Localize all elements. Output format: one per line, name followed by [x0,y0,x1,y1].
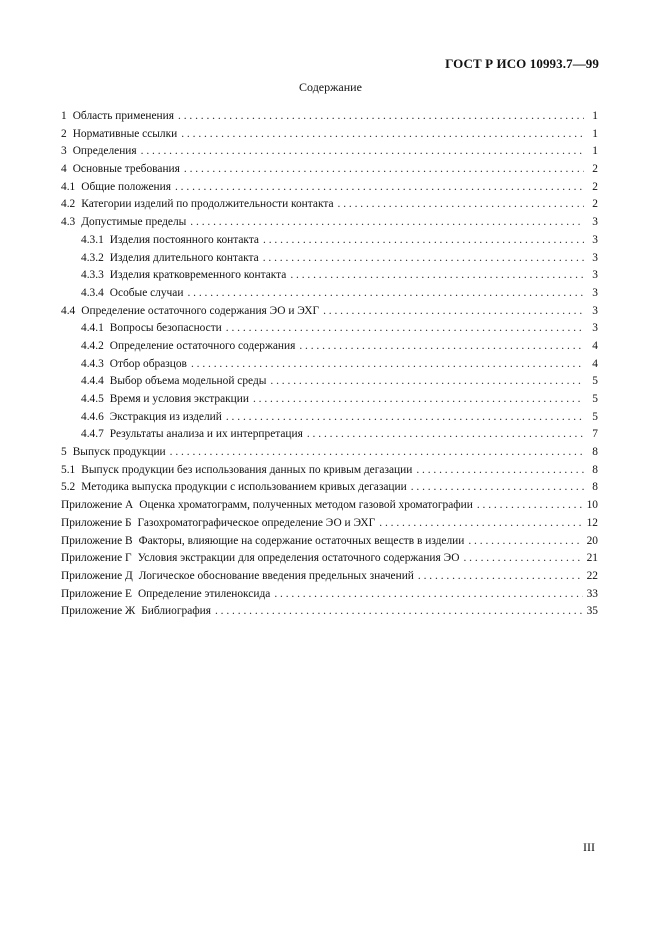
toc-entry-number: 4.4.3 [81,357,104,370]
toc-entry[interactable] [61,464,598,482]
toc-entry-number: Приложение Б [61,516,132,529]
toc-entry[interactable] [61,375,598,393]
toc-entry-page: 10 [586,499,598,512]
toc-entry-label: Выпуск продукции без использования данных по кривым дегазации [81,463,413,476]
toc-entry-number: 5.1 [61,463,76,476]
toc-dot-leader [191,358,584,370]
toc-entry-label: Отбор образцов [109,357,187,370]
toc-dot-leader [270,375,584,387]
toc-entry[interactable] [61,552,598,570]
page-number: III [583,840,595,854]
toc-entry-number: 4.3.3 [81,269,104,282]
toc-entry[interactable] [61,181,598,199]
toc-dot-leader [190,216,584,228]
toc-title: Содержание [299,80,362,94]
toc-dot-leader [418,570,583,582]
toc-entry-label: Категории изделий по продолжительности контакта [81,198,334,211]
toc-entry-page: 4 [592,357,598,370]
toc-entry-page: 7 [592,428,598,441]
toc-entry-page: 20 [586,534,598,547]
toc-entry-label: Факторы, влияющие на содержание остаточных веществ в изделии [138,534,465,547]
toc-entry-number: 4.1 [61,180,76,193]
toc-entry[interactable] [61,570,598,588]
toc-entry[interactable] [61,287,598,305]
toc-entry[interactable] [61,198,598,216]
toc-dot-leader [299,340,584,352]
toc-entry[interactable] [61,145,598,163]
toc-entry-number: 4.4.2 [81,339,104,352]
toc-entry[interactable] [61,358,598,376]
toc-entry-label: Время и условия экстракции [109,393,249,405]
toc-entry-label: Библиография [141,605,211,618]
toc-entry-page: 8 [592,481,598,494]
toc-entry[interactable] [61,605,598,623]
toc-entry-label: Определение остаточного содержания [109,339,296,352]
toc-entry-page: 1 [592,145,598,158]
toc-entry-page: 3 [592,322,598,335]
toc-entry-number: 4.3 [61,216,76,229]
toc-entry-page: 4 [592,339,598,352]
toc-entry-label: Газохроматографическое определение ЭО и ЭХГ [137,516,376,529]
toc-entry-number: 4.4.5 [81,393,104,405]
toc-entry-label: Общие положения [81,180,171,193]
toc-entry-number: Приложение Ж [61,605,136,618]
toc-dot-leader [226,322,584,334]
toc-entry-label: Результаты анализа и их интерпретация [109,428,303,441]
toc-dot-leader [416,464,584,476]
toc-entry-label: Изделия постоянного контакта [109,233,259,246]
toc-entry-label: Экстракция из изделий [109,410,222,423]
toc-entry-page: 12 [586,516,598,529]
toc-dot-leader [290,269,584,281]
toc-entry-page: 5 [592,375,598,388]
toc-entry-number: 4.4 [61,304,76,317]
toc-dot-leader [263,234,584,246]
toc-entry-page: 2 [592,180,598,193]
toc-dot-leader [263,252,584,264]
toc-entry-page: 3 [592,286,598,299]
toc-entry-label: Нормативные ссылки [72,127,178,140]
toc-entry-number: 4.3.2 [81,251,104,264]
toc-entry-label: Определение этиленоксида [137,587,271,600]
toc-entry-page: 8 [592,463,598,476]
toc-entry-number: 4.4.1 [81,322,104,335]
toc-entry-page: 35 [586,605,598,618]
toc-entry-page: 21 [586,552,598,565]
toc-entry[interactable] [61,163,598,181]
toc-entry[interactable] [61,481,598,499]
toc-entry-number: 2 [61,127,67,140]
toc-entry-label: Условия экстракции для определения остаточного содержания ЭО [137,552,460,565]
toc-entry-label: Основные требования [72,163,180,176]
toc-dot-leader [178,110,584,122]
toc-entry-page: 3 [592,269,598,282]
toc-entry-number: 1 [61,110,67,122]
toc-entry-number: 4.3.1 [81,233,104,246]
toc-entry-number: 5 [61,446,67,459]
toc-entry-label: Методика выпуска продукции с использованием кривых дегазации [81,481,407,494]
document-header: ГОСТ Р ИСО 10993.7—99 [445,56,599,71]
toc-entry[interactable] [61,110,598,128]
toc-entry[interactable] [61,517,598,535]
toc-dot-leader [253,393,584,405]
toc-entry-label: Особые случаи [109,286,184,299]
toc-dot-leader [463,552,582,564]
toc-entry-page: 3 [592,216,598,229]
toc-entry-number: Приложение В [61,534,133,547]
toc-dot-leader [477,499,583,511]
toc-entry-number: 4.4.6 [81,410,104,423]
toc-dot-leader [323,305,584,317]
toc-dot-leader [215,605,583,617]
toc-entry-label: Определения [72,145,137,158]
toc-dot-leader [379,517,582,529]
toc-entry-label: Вопросы безопасности [109,322,222,335]
toc-dot-leader [411,481,584,493]
toc-entry-page: 5 [592,410,598,423]
toc-dot-leader [170,446,584,458]
toc-entry-label: Выпуск продукции [72,446,166,459]
toc-entry[interactable] [61,535,598,553]
toc-entry-label: Изделия кратковременного контакта [109,269,287,282]
toc-dot-leader [338,198,585,210]
toc-entry-page: 33 [586,587,598,600]
toc-entry-label: Выбор объема модельной среды [109,375,267,388]
toc-entry-number: 4.3.4 [81,286,104,299]
toc-entry-label: Изделия длительного контакта [109,251,259,264]
toc-entry-label: Определение остаточного содержания ЭО и ЭХГ [81,304,320,317]
toc-dot-leader [187,287,584,299]
table-of-contents [61,110,598,623]
toc-entry-number: 4.4.7 [81,428,104,441]
toc-entry[interactable] [61,588,598,606]
toc-entry-number: 5.2 [61,481,76,494]
toc-dot-leader [468,535,582,547]
toc-dot-leader [141,145,584,157]
toc-entry[interactable] [61,411,598,429]
toc-entry-number: Приложение Д [61,569,133,582]
toc-entry-page: 22 [586,569,598,582]
toc-entry[interactable] [61,446,598,464]
toc-entry-number: Приложение А [61,499,134,512]
toc-dot-leader [175,181,584,193]
toc-entry-page: 2 [592,163,598,176]
toc-entry-number: 4.2 [61,198,76,211]
toc-dot-leader [181,128,584,140]
toc-entry-page: 3 [592,251,598,264]
toc-entry[interactable] [61,340,598,358]
toc-entry[interactable] [61,234,598,252]
toc-entry-page: 5 [592,393,598,405]
toc-entry[interactable] [61,428,598,446]
toc-entry[interactable] [61,305,598,323]
toc-dot-leader [307,428,584,440]
toc-entry[interactable] [61,393,598,411]
toc-entry[interactable] [61,252,598,270]
toc-entry-page: 2 [592,198,598,211]
toc-entry[interactable] [61,216,598,234]
toc-entry-number: 3 [61,145,67,158]
toc-dot-leader [184,163,584,175]
toc-entry-page: 3 [592,233,598,246]
toc-entry-label: Допустимые пределы [81,216,187,229]
toc-entry-label: Логическое обоснование введения предельных значений [138,569,414,582]
toc-entry-page: 3 [592,304,598,317]
toc-entry[interactable] [61,499,598,517]
toc-entry-number: 4 [61,163,67,176]
toc-entry-page: 1 [592,127,598,140]
toc-entry-number: Приложение Г [61,552,132,565]
toc-entry-label: Область применения [72,110,174,122]
toc-entry-number: Приложение Е [61,587,132,600]
toc-dot-leader [274,588,582,600]
toc-entry-number: 4.4.4 [81,375,104,388]
toc-entry[interactable] [61,269,598,287]
toc-entry-label: Оценка хроматограмм, полученных методом газовой хроматографии [139,499,473,512]
toc-entry[interactable] [61,128,598,146]
toc-entry-page: 1 [592,110,598,122]
toc-entry-page: 8 [592,446,598,459]
toc-dot-leader [226,411,584,423]
toc-entry[interactable] [61,322,598,340]
